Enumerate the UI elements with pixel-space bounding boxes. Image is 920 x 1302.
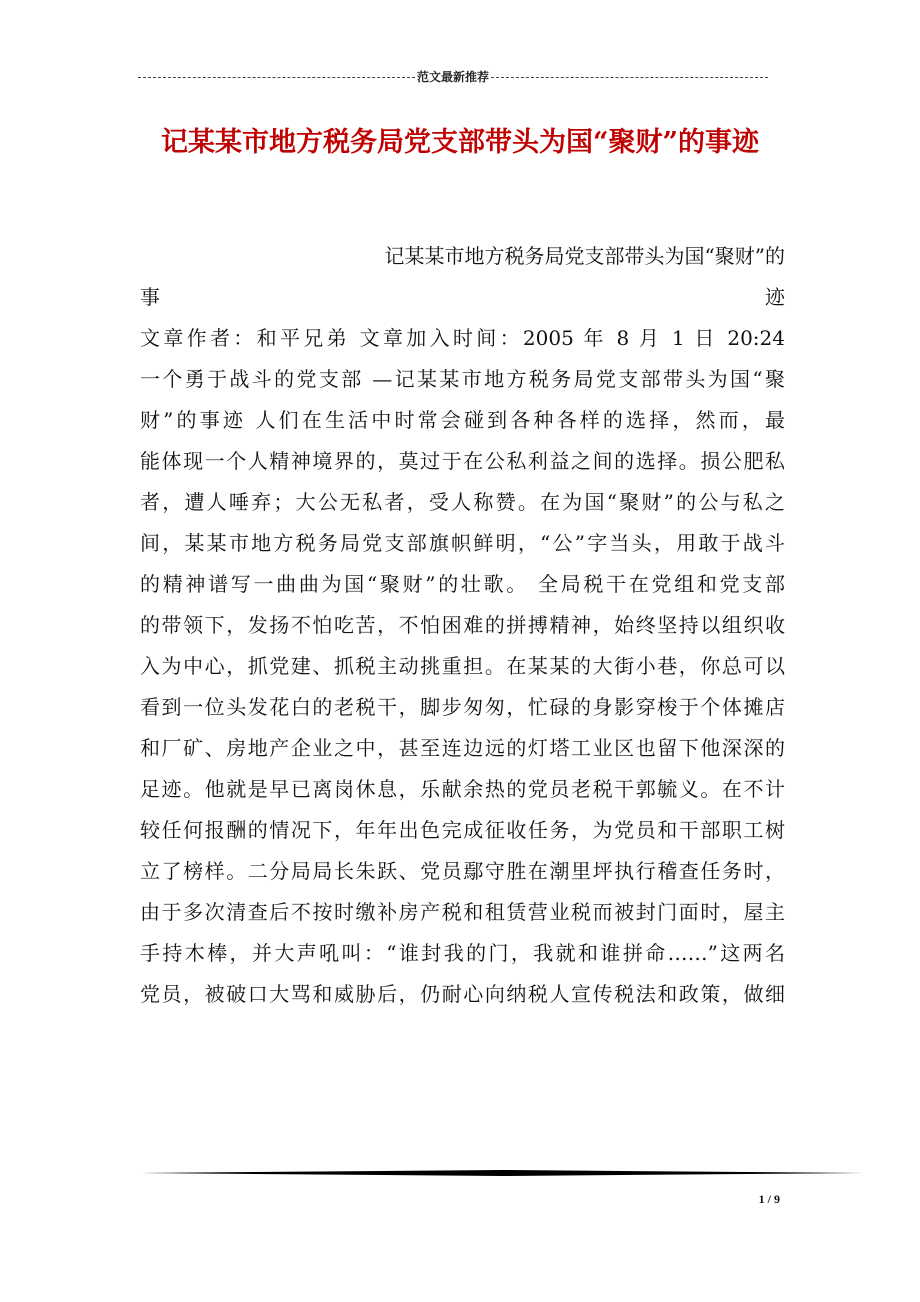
body-line: 财”的事迹 人们在生活中时常会碰到各种各样的选择，然而，最: [140, 408, 785, 432]
body-line: 的带领下，发扬不怕吃苦，不怕困难的拼搏精神，始终坚持以组织收: [140, 613, 785, 637]
body-line: 手持木棒，并大声吼叫：“谁封我的门，我就和谁拼命……”这两名: [140, 941, 785, 965]
body-line: 看到一位头发花白的老税干，脚步匆匆，忙碌的身影穿梭于个体摊店: [140, 695, 785, 719]
body-line: 和厂矿、房地产企业之中，甚至连边远的灯塔工业区也留下他深深的: [140, 736, 785, 760]
body-line: 能体现一个人精神境界的，莫过于在公私利益之间的选择。损公肥私: [140, 449, 785, 473]
page-number: 1 / 9: [758, 1192, 780, 1206]
document-title: 记某某市地方税务局党支部带头为国“聚财”的事迹: [160, 127, 760, 158]
body-line: 足迹。他就是早已离岗休息，乐献余热的党员老税干郭毓义。在不计: [140, 777, 785, 801]
subtitle-line-split: [140, 277, 785, 318]
footer-rule-shape: [140, 1170, 864, 1176]
body-line: 的精神谱写一曲曲为国“聚财”的壮歌。 全局税干在党组和党支部: [140, 572, 785, 596]
body-line: 由于多次清查后不按时缴补房产税和租赁营业税而被封门面时，屋主: [140, 900, 785, 924]
body-line: 文章作者：和平兄弟 文章加入时间：2005 年 8 月 1 日 20:24: [140, 326, 785, 350]
body-line: 立了榜样。二分局局长朱跃、党员鄢守胜在潮里坪执行稽查任务时，: [140, 859, 785, 883]
subtitle-left-char: 事: [140, 285, 160, 309]
body-line: 入为中心，抓党建、抓税主动挑重担。在某某的大街小巷，你总可以: [140, 654, 785, 678]
subtitle-line: 记某某市地方税务局党支部带头为国“聚财”的: [384, 244, 785, 268]
body-line: 党员，被破口大骂和威胁后，仍耐心向纳税人宣传税法和政策，做细: [140, 982, 785, 1006]
body-line: 间，某某市地方税务局党支部旗帜鲜明，“公”字当头，用敢于战斗: [140, 531, 785, 555]
body-line: 较任何报酬的情况下，年年出色完成征收任务，为党员和干部职工树: [140, 818, 785, 842]
document-body: [140, 236, 785, 1015]
header-dashes-left: [138, 77, 415, 78]
footer-rule: [140, 1170, 864, 1176]
page-header: [138, 66, 768, 86]
subtitle-right-char: 迹: [765, 285, 785, 309]
header-label: 范文最新推荐: [417, 69, 490, 84]
body-line: 者，遭人唾弃；大公无私者，受人称赞。在为国“聚财”的公与私之: [140, 490, 785, 514]
body-line: 一个勇于战斗的党支部 —记某某市地方税务局党支部带头为国“聚: [140, 367, 785, 391]
header-dashes-right: [491, 77, 768, 78]
